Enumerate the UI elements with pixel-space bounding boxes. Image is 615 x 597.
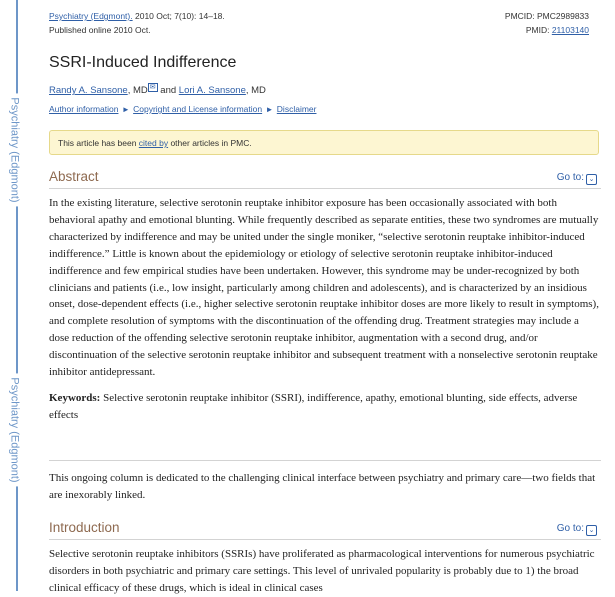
keywords-list: Selective serotonin reuptake inhibitor (SSRI), indifference, apathy, emotional blunting, side effects, adverse effects	[49, 391, 578, 421]
copyright-license-link[interactable]: Copyright and License information	[133, 104, 263, 114]
author-information-link[interactable]: Author information	[49, 104, 119, 114]
pmid-link[interactable]: 21103140	[551, 25, 589, 35]
citation-details: 2010 Oct; 7(10): 14–18.	[132, 11, 225, 21]
abstract-body	[49, 195, 601, 424]
abstract-heading: Abstract	[49, 169, 99, 184]
keywords	[49, 390, 601, 424]
info-links	[49, 104, 316, 114]
introduction-text: Selective serotonin reuptake inhibitors (SSRIs) have proliferated as pharmacological interventions for numerous psychiatric disorders in both psychiatric and primary care settings. This level of unrivaled popularity is probably due to 1) the broad clinical efficacy of these drugs, which is ideal in clinical cases	[49, 548, 595, 594]
notice-suffix: other articles in PMC.	[168, 138, 252, 148]
author-link-1[interactable]: Randy A. Sansone	[49, 85, 128, 97]
triangle-right-icon: ►	[121, 105, 130, 114]
journal-link[interactable]: Psychiatry (Edgmont).	[49, 11, 133, 21]
pmcid: PMCID: PMC2989833	[504, 11, 589, 21]
triangle-right-icon: ►	[265, 105, 274, 114]
cited-by-link[interactable]: cited by	[138, 138, 169, 148]
pmid-label: PMID:	[525, 25, 552, 35]
article-main	[49, 0, 601, 594]
keywords-label: Keywords:	[49, 391, 101, 404]
published-date: Published online 2010 Oct.	[49, 25, 151, 35]
sidebar-journal-label[interactable]	[0, 85, 30, 215]
disclaimer-link[interactable]: Disclaimer	[276, 104, 317, 114]
goto-label[interactable]: Go to:	[556, 523, 584, 534]
section-divider	[49, 460, 601, 461]
sidebar-journal-label-lower-text[interactable]: Psychiatry (Edgmont)	[9, 373, 21, 486]
introduction-body	[49, 546, 601, 597]
goto-label[interactable]: Go to:	[556, 172, 584, 183]
author-and: and	[157, 85, 179, 97]
column-note	[49, 470, 601, 504]
abstract-goto[interactable]	[557, 172, 597, 185]
author-1-degree: , MD	[127, 85, 148, 97]
author-link-2[interactable]: Lori A. Sansone	[178, 85, 246, 97]
sidebar-journal-label-text[interactable]: Psychiatry (Edgmont)	[9, 93, 21, 206]
notice-prefix: This article has been	[58, 138, 139, 148]
sidebar-journal-label-lower[interactable]	[0, 365, 30, 495]
chevron-down-icon[interactable]: ⌄	[586, 525, 597, 536]
pmid	[526, 25, 589, 35]
email-icon[interactable]: ✉	[149, 84, 156, 91]
column-note-text: This ongoing column is dedicated to the challenging clinical interface between psychiatry and primary care—two fields that are inexorably linked.	[49, 472, 596, 501]
abstract-header	[49, 168, 601, 189]
citation-line	[49, 11, 225, 21]
citation-header	[49, 0, 601, 40]
article-title: SSRI-Induced Indifference	[49, 54, 237, 71]
journal-sidebar	[0, 0, 30, 591]
chevron-down-icon[interactable]: ⌄	[586, 174, 597, 185]
abstract-text: In the existing literature, selective serotonin reuptake inhibitor exposure has been occasionally associated with both behavioral apathy and emotional blunting. While frequently described as separate entities, these two syndromes are mutually characterized by indifference and may be united under the single moniker, “selective serotonin reuptake inhibitor-induced indifference.” Little is known about the epidemiology or etiology of selective serotonin reuptake inhibitor-induced indifference and few empirical studies have been undertaken. However, this syndrome may be under-recognized by both clinicians and patients (i.e., low insight, particularly among children and adolescents), and is characterized by an insidious onset, dose-dependent effects (i.e., higher selective serotonin reuptake inhibitor doses are more likely to result in symptoms), and complete resolution of symptoms with the discontinuation of the offending drug. Treatment strategies may include a dose reduction of the offending selective serotonin reuptake inhibitor, augmentation with a second drug, and/or discontinuation of the selective serotonin reuptake inhibitor and subsequent treatment with a nonselective serotonin reuptake inhibitor antidepressant.	[49, 197, 599, 379]
introduction-heading: Introduction	[49, 520, 120, 535]
introduction-header	[49, 519, 601, 540]
cited-by-notice	[49, 130, 599, 155]
author-2-degree: , MD	[245, 85, 266, 97]
introduction-goto[interactable]	[557, 523, 597, 536]
author-list	[49, 83, 266, 96]
